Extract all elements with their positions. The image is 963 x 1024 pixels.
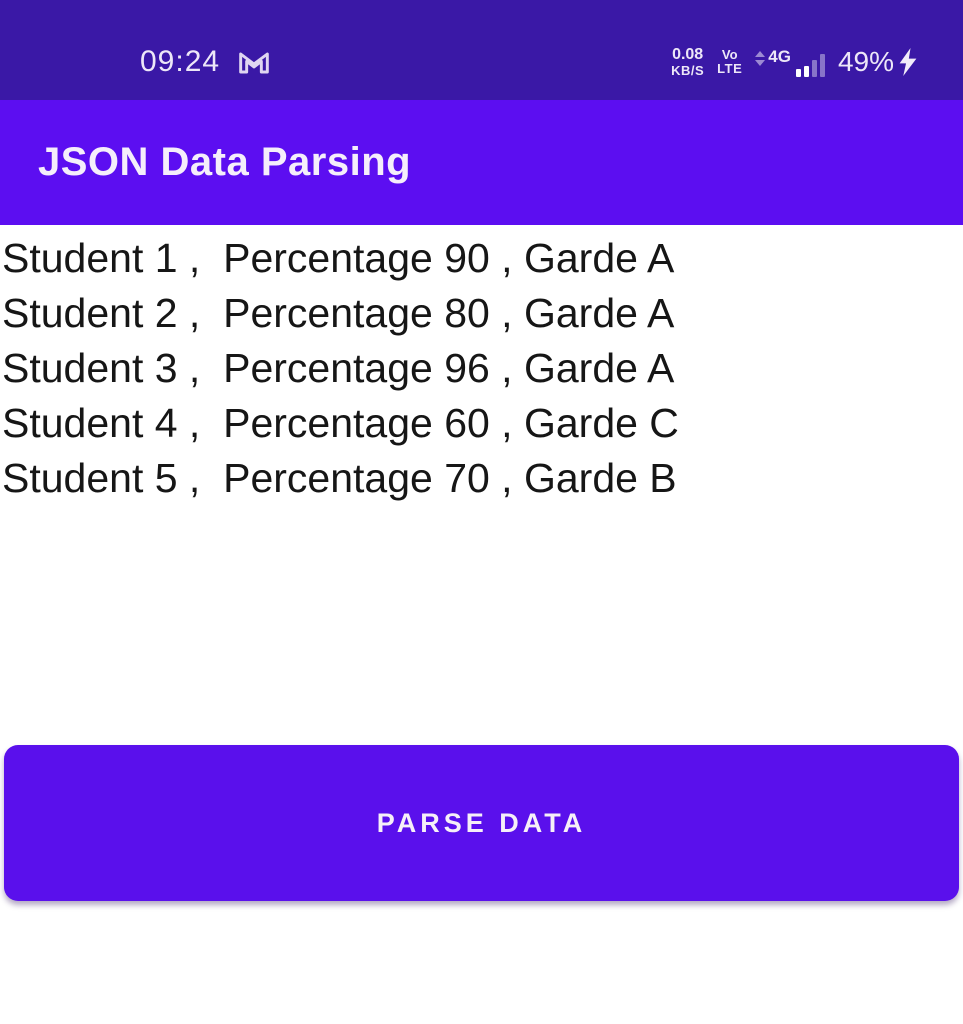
- student-row: Student 2 , Percentage 80 , Garde A: [2, 290, 675, 336]
- signal-strength-icon: [796, 51, 825, 77]
- charging-bolt-icon: [899, 48, 917, 76]
- parse-data-button[interactable]: PARSE DATA: [4, 745, 959, 901]
- network-type-label: 4G: [768, 47, 791, 66]
- battery-percent-label: 49%: [837, 46, 894, 77]
- student-list: [0, 225, 963, 506]
- student-row: Student 4 , Percentage 60 , Garde C: [2, 400, 679, 446]
- gmail-notification-icon: [238, 49, 270, 75]
- data-speed-indicator: 0.08 KB/S: [671, 45, 705, 78]
- app-bar: [0, 100, 963, 225]
- volte-icon: Vo LTE: [717, 47, 743, 76]
- data-activity-arrows-icon: [755, 51, 765, 66]
- clock: 09:24: [140, 45, 221, 78]
- student-row: Student 5 , Percentage 70 , Garde B: [2, 455, 677, 501]
- status-bar-right: [671, 46, 917, 78]
- status-bar: [0, 0, 963, 100]
- battery-indicator: [838, 46, 917, 78]
- status-bar-left: [140, 45, 270, 79]
- page-title: JSON Data Parsing: [38, 140, 412, 184]
- student-row: Student 1 , Percentage 90 , Garde A: [2, 235, 675, 281]
- student-row: Student 3 , Percentage 96 , Garde A: [2, 345, 675, 391]
- network-indicator: [755, 47, 825, 77]
